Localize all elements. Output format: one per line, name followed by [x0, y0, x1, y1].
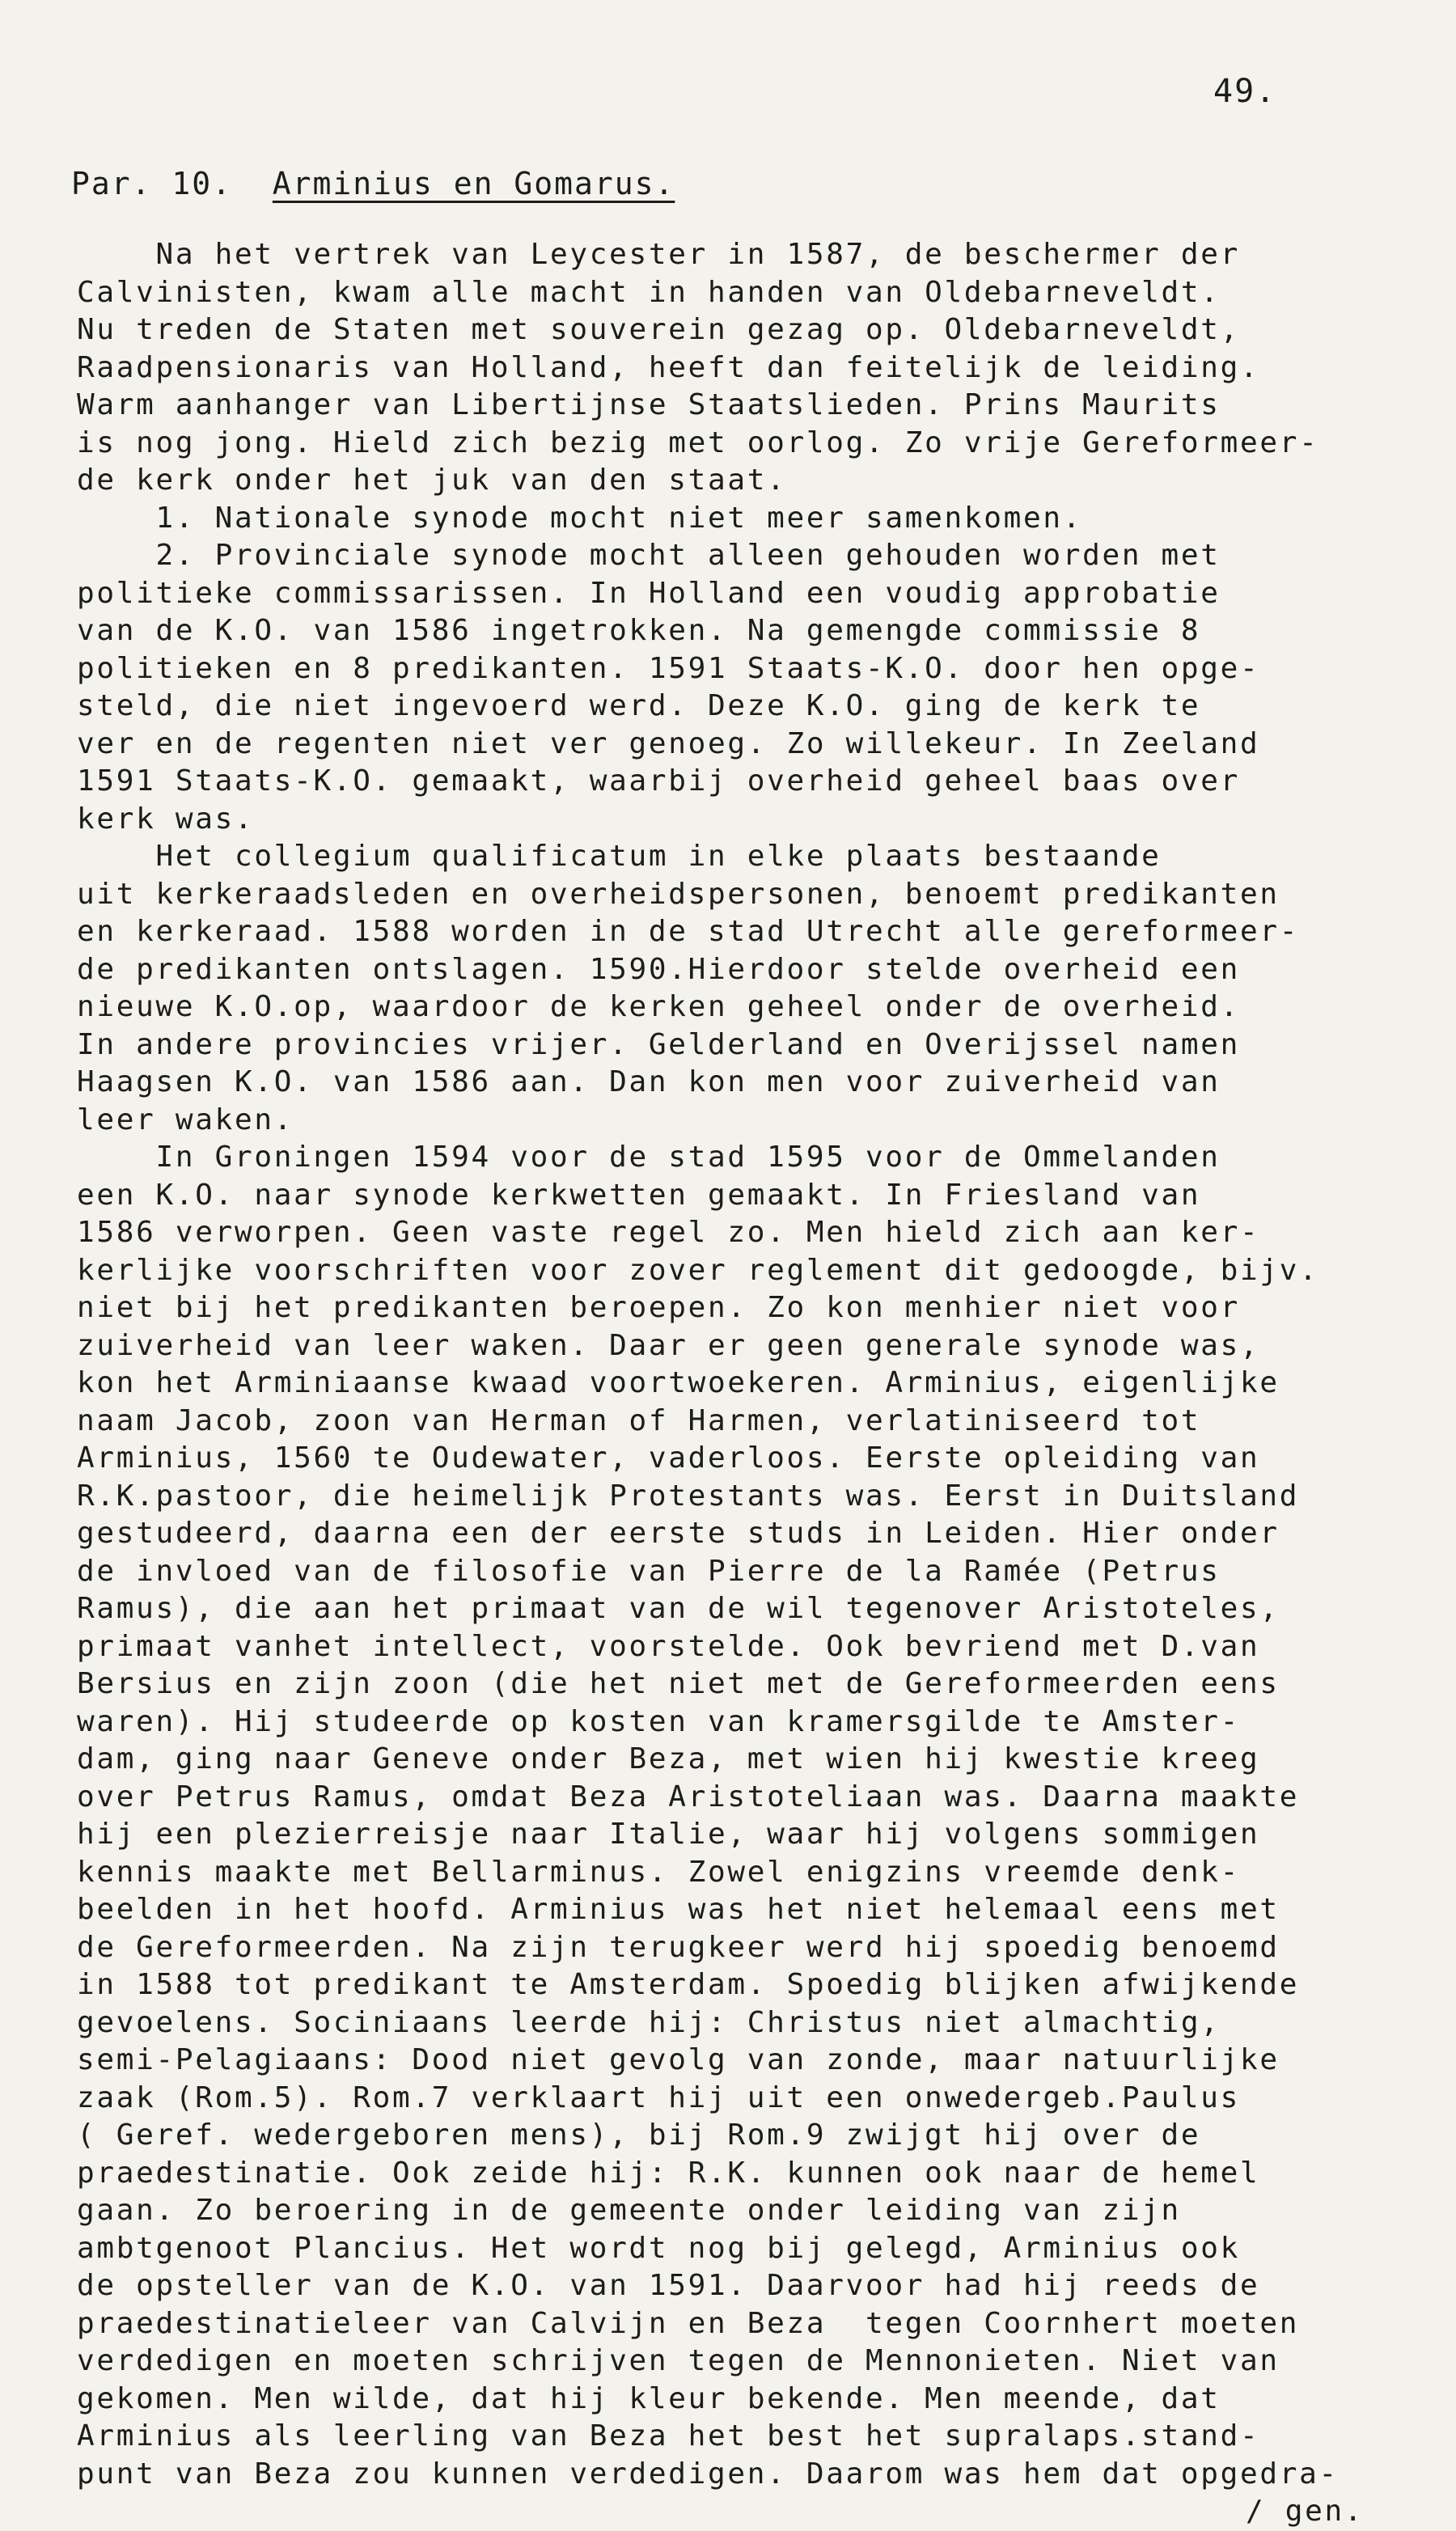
text-line: semi-Pelagiaans: Dood niet gevolg van zonde, maar natuurlijke [77, 2043, 1280, 2076]
text-line: 1. Nationale synode mocht niet meer samenkomen. [77, 501, 1083, 535]
text-line: gestudeerd, daarna een der eerste studs in Leiden. Hier onder [77, 1517, 1280, 1550]
text-line: Bersius en zijn zoon (die het niet met de Gereformeerden eens [77, 1667, 1280, 1700]
text-line: kon het Arminiaanse kwaad voortwoekeren. Arminius, eigenlijke [77, 1366, 1280, 1399]
text-line: kennis maakte met Bellarminus. Zowel enigzins vreemde denk- [77, 1855, 1241, 1889]
text-line: naam Jacob, zoon van Herman of Harmen, verlatiniseerd tot [77, 1403, 1201, 1437]
text-line: Arminius, 1560 te Oudewater, vaderloos. Eerste opleiding van [77, 1441, 1260, 1475]
text-line: gaan. Zo beroering in de gemeente onder leiding van zijn [77, 2194, 1181, 2227]
text-line: R.K.pastoor, die heimelijk Protestants was. Eerst in Duitsland [77, 1479, 1300, 1513]
text-line: In Groningen 1594 voor de stad 1595 voor de Ommelanden [77, 1141, 1221, 1174]
text-line: punt van Beza zou kunnen verdedigen. Daarom was hem dat opgedra- [77, 2457, 1339, 2491]
text-line: 2. Provinciale synode mocht alleen gehouden worden met [77, 539, 1221, 572]
text-line: 1586 verworpen. Geen vaste regel zo. Men hield zich aan ker- [77, 1216, 1260, 1249]
body-text [77, 236, 1387, 2531]
text-line: zuiverheid van leer waken. Daar er geen generale synode was, [77, 1328, 1260, 1362]
text-line-continuation: / gen. [1246, 2495, 1365, 2528]
text-line: in 1588 tot predikant te Amsterdam. Spoedig blijken afwijkende [77, 1968, 1300, 2001]
text-line: ver en de regenten niet ver genoeg. Zo willekeur. In Zeeland [77, 726, 1260, 760]
text-line: dam, ging naar Geneve onder Beza, met wien hij kwestie kreeg [77, 1742, 1260, 1776]
text-line: politieke commissarissen. In Holland een voudig approbatie [77, 576, 1221, 610]
text-line: nieuwe K.O.op, waardoor de kerken geheel onder de overheid. [77, 990, 1241, 1023]
text-line: kerlijke voorschriften voor zover reglement dit gedoogde, bijv. [77, 1253, 1319, 1287]
text-line: Haagsen K.O. van 1586 aan. Dan kon men voor zuiverheid van [77, 1065, 1221, 1098]
text-line: is nog jong. Hield zich bezig met oorlog. Zo vrije Gereformeer- [77, 425, 1319, 459]
text-line: praedestinatieleer van Calvijn en Beza tegen Coornhert moeten [77, 2306, 1300, 2340]
text-line: Calvinisten, kwam alle macht in handen van Oldebarneveldt. [77, 275, 1221, 309]
text-line: uit kerkeraadsleden en overheidspersonen, benoemt predikanten [77, 877, 1280, 911]
text-line: Raadpensionaris van Holland, heeft dan feitelijk de leiding. [77, 350, 1260, 384]
text-line: over Petrus Ramus, omdat Beza Aristoteliaan was. Daarna maakte [77, 1780, 1300, 1814]
text-line: een K.O. naar synode kerkwetten gemaakt. In Friesland van [77, 1178, 1201, 1212]
text-line: Na het vertrek van Leycester in 1587, de beschermer der [77, 238, 1241, 271]
text-line: verdedigen en moeten schrijven tegen de Mennonieten. Niet van [77, 2344, 1280, 2377]
text-line: Het collegium qualificatum in elke plaats bestaande [77, 840, 1162, 873]
paragraph-number: Par. 10. [71, 166, 233, 201]
section-title: Arminius en Gomarus. [272, 166, 675, 201]
text-line: primaat vanhet intellect, voorstelde. Ook bevriend met D.van [77, 1629, 1260, 1663]
text-line: Nu treden de Staten met souverein gezag op. Oldebarneveldt, [77, 313, 1241, 346]
page-number: 49. [1213, 73, 1277, 110]
text-line: de opsteller van de K.O. van 1591. Daarvoor had hij reeds de [77, 2269, 1260, 2302]
text-line: de kerk onder het juk van den staat. [77, 463, 787, 497]
section-heading [71, 166, 675, 201]
text-line: praedestinatie. Ook zeide hij: R.K. kunnen ook naar de hemel [77, 2156, 1260, 2190]
text-line: Ramus), die aan het primaat van de wil tegenover Aristoteles, [77, 1592, 1280, 1625]
text-line: waren). Hij studeerde op kosten van kramersgilde te Amster- [77, 1704, 1241, 1738]
text-line: ( Geref. wedergeboren mens), bij Rom.9 zwijgt hij over de [77, 2118, 1201, 2152]
text-line: hij een plezierreisje naar Italie, waar hij volgens sommigen [77, 1818, 1260, 1851]
text-line: de Gereformeerden. Na zijn terugkeer werd hij spoedig benoemd [77, 1930, 1280, 1964]
text-line: gevoelens. Sociniaans leerde hij: Christus niet almachtig, [77, 2005, 1221, 2039]
text-line: In andere provincies vrijer. Gelderland en Overijssel namen [77, 1027, 1241, 1061]
text-line: van de K.O. van 1586 ingetrokken. Na gemengde commissie 8 [77, 614, 1201, 647]
text-line: beelden in het hoofd. Arminius was het niet helemaal eens met [77, 1893, 1280, 1926]
text-line: politieken en 8 predikanten. 1591 Staats-K.O. door hen opge- [77, 651, 1260, 685]
text-line: leer waken. [77, 1103, 294, 1136]
text-line: de predikanten ontslagen. 1590.Hierdoor stelde overheid een [77, 952, 1241, 986]
text-line: kerk was. [77, 802, 255, 836]
text-line: 1591 Staats-K.O. gemaakt, waarbij overheid geheel baas over [77, 764, 1241, 798]
text-line: de invloed van de filosofie van Pierre de la Ramée (Petrus [77, 1554, 1221, 1588]
text-line: gekomen. Men wilde, dat hij kleur bekende. Men meende, dat [77, 2381, 1221, 2415]
text-line: ambtgenoot Plancius. Het wordt nog bij gelegd, Arminius ook [77, 2231, 1241, 2265]
text-line: Warm aanhanger van Libertijnse Staatslieden. Prins Maurits [77, 388, 1221, 421]
text-line: zaak (Rom.5). Rom.7 verklaart hij uit een onwedergeb.Paulus [77, 2080, 1241, 2114]
text-line: Arminius als leerling van Beza het best het supralaps.stand- [77, 2419, 1260, 2453]
text-line: steld, die niet ingevoerd werd. Deze K.O. ging de kerk te [77, 689, 1201, 722]
text-line: niet bij het predikanten beroepen. Zo kon menhier niet voor [77, 1291, 1241, 1324]
text-line: en kerkeraad. 1588 worden in de stad Utrecht alle gereformeer- [77, 915, 1300, 948]
